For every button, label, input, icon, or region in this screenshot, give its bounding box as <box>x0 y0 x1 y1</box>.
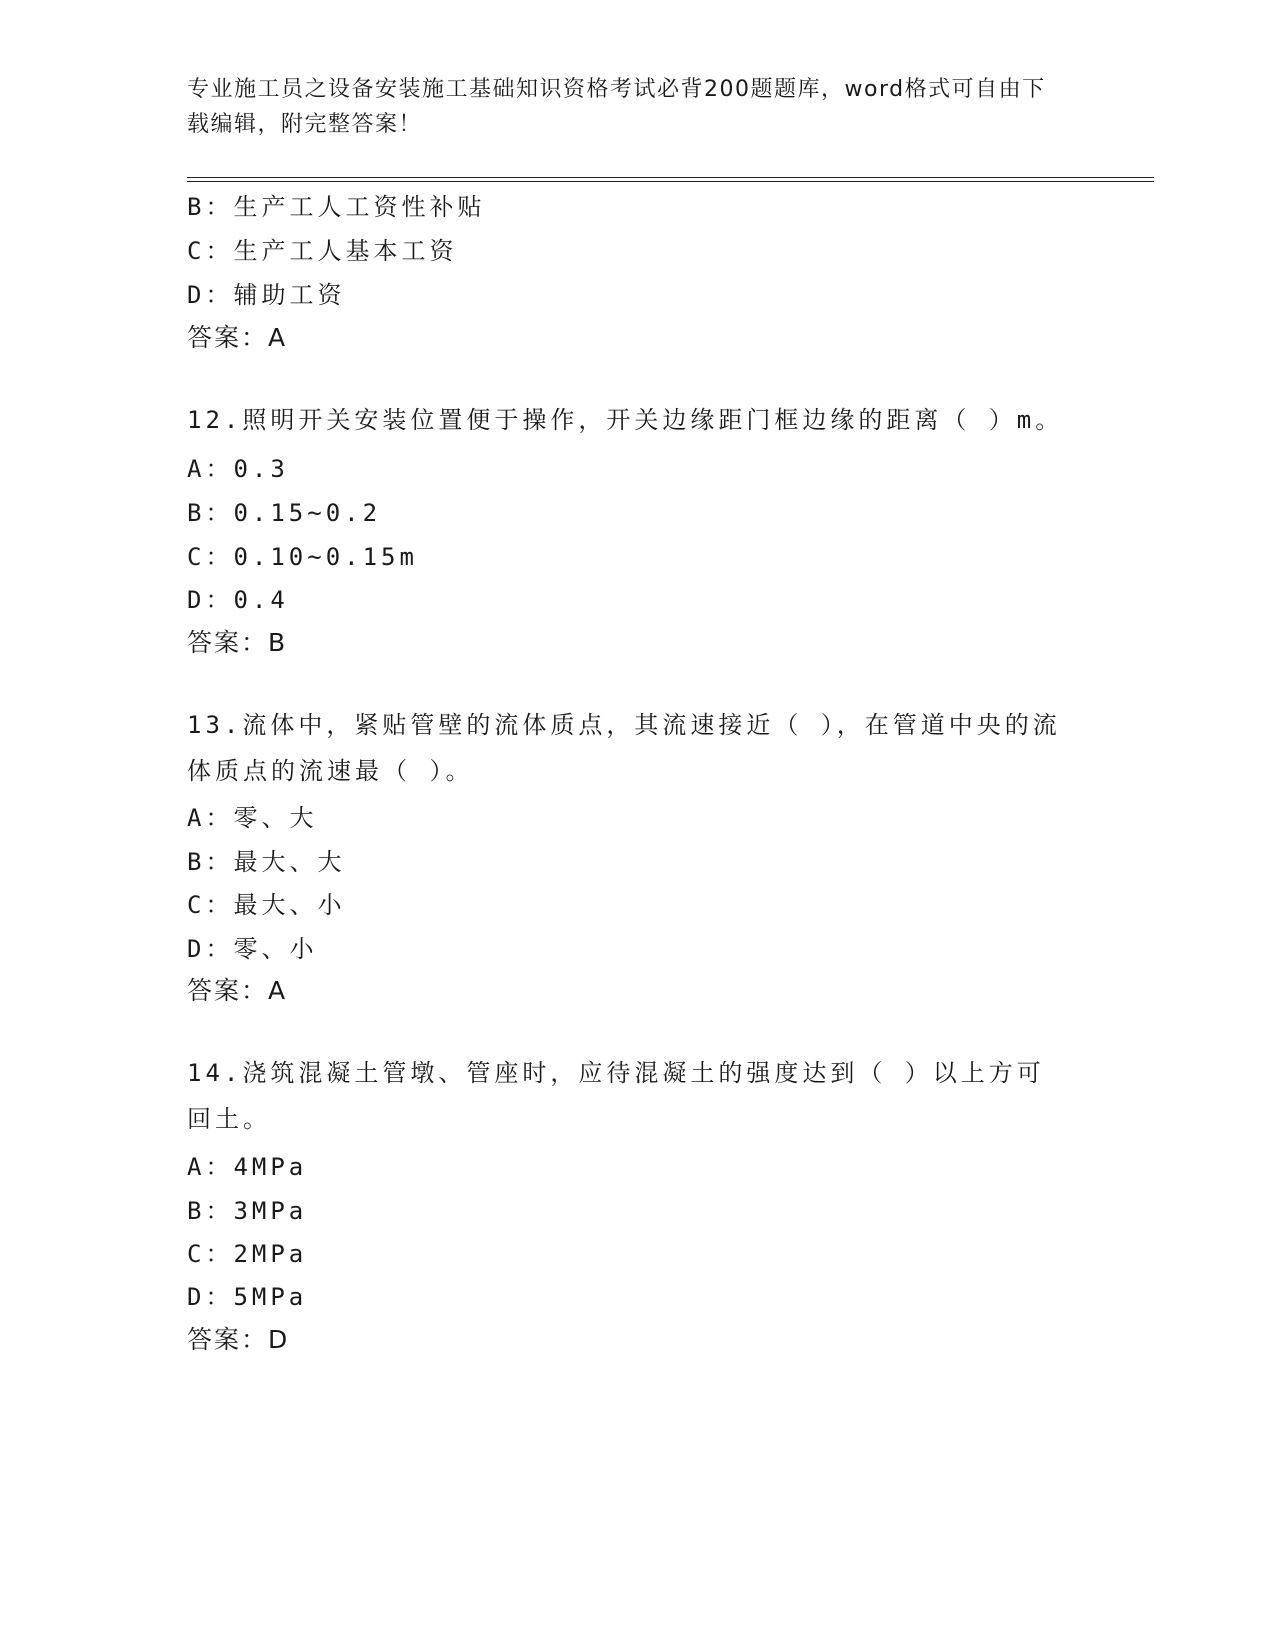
header-divider-bottom <box>187 181 1154 182</box>
option-d: D：5MPa <box>187 1283 308 1311</box>
option-d: D：0.4 <box>187 586 289 614</box>
option-b: B：0.15~0.2 <box>187 499 382 527</box>
option-d: D：辅助工资 <box>187 281 346 309</box>
question-stem: 12.照明开关安装位置便于操作，开关边缘距门框边缘的距离（ ）m。 <box>187 406 1064 434</box>
answer-line: 答案：A <box>187 323 288 352</box>
option-a: A：4MPa <box>187 1153 308 1181</box>
answer-line: 答案：B <box>187 628 288 657</box>
question-stem: 13.流体中，紧贴管壁的流体质点，其流速接近（ ），在管道中央的流体质点的流速最（ ）。 <box>187 711 1061 785</box>
answer-line: 答案：D <box>187 1325 290 1354</box>
option-d: D：零、小 <box>187 935 318 963</box>
option-b: B：3MPa <box>187 1197 308 1225</box>
option-c: C：生产工人基本工资 <box>187 237 458 265</box>
option-c: C：2MPa <box>187 1240 308 1268</box>
option-a: A：零、大 <box>187 804 318 832</box>
option-a: A：0.3 <box>187 455 289 483</box>
option-b: B：最大、大 <box>187 848 346 876</box>
answer-line: 答案：A <box>187 976 288 1005</box>
option-c: C：0.10~0.15m <box>187 543 418 571</box>
document-header: 专业施工员之设备安装施工基础知识资格考试必背200题题库，word格式可自由下载编辑，附完整答案！ <box>187 77 1046 137</box>
question-stem: 14.浇筑混凝土管墩、管座时，应待混凝土的强度达到（ ）以上方可回土。 <box>187 1059 1045 1133</box>
header-divider-top <box>187 177 1154 178</box>
option-b: B：生产工人工资性补贴 <box>187 193 486 221</box>
option-c: C：最大、小 <box>187 891 346 919</box>
